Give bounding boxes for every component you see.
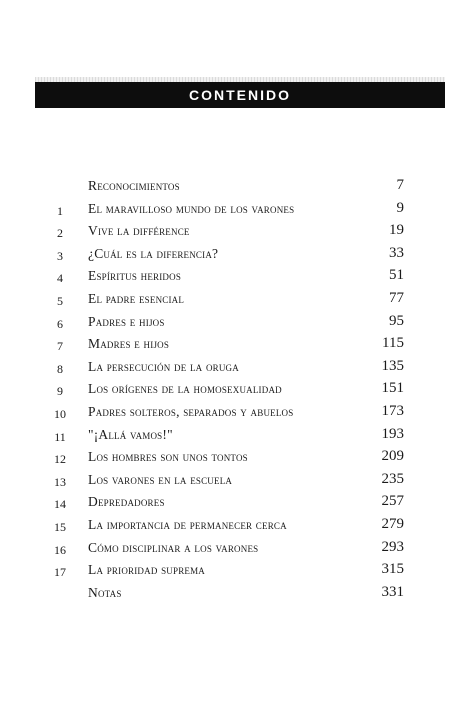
toc-row[interactable] xyxy=(0,199,464,222)
toc-row[interactable] xyxy=(0,470,464,493)
page-number: 235 xyxy=(381,470,404,487)
chapter-title: Cómo disciplinar a los varones xyxy=(88,539,259,555)
chapter-title: La importancia de permanecer cerca xyxy=(88,516,287,532)
chapter-title: Los varones en la escuela xyxy=(88,471,233,487)
toc-row[interactable] xyxy=(0,447,464,470)
chapter-number: 5 xyxy=(57,293,63,308)
toc-row[interactable] xyxy=(0,538,464,561)
chapter-number: 6 xyxy=(57,316,63,331)
toc-row[interactable] xyxy=(0,176,464,199)
chapter-title: Los orígenes de la homosexualidad xyxy=(88,381,282,397)
chapter-number: 3 xyxy=(57,248,63,263)
page-number: 293 xyxy=(381,538,404,555)
toc-row[interactable] xyxy=(0,515,464,538)
toc-row[interactable] xyxy=(0,312,464,335)
chapter-title: Padres e hijos xyxy=(88,313,165,329)
chapter-number: 12 xyxy=(54,452,66,467)
chapter-number: 17 xyxy=(54,565,66,580)
toc-row[interactable] xyxy=(0,425,464,448)
chapter-title: Notas xyxy=(88,584,122,600)
chapter-title: El padre esencial xyxy=(88,290,185,306)
chapter-number: 2 xyxy=(57,226,63,241)
page-number: 193 xyxy=(381,425,404,442)
chapter-title: Espíritus heridos xyxy=(88,268,182,284)
chapter-title: El maravilloso mundo de los varones xyxy=(88,200,295,216)
chapter-number: 1 xyxy=(57,203,63,218)
page-number: 9 xyxy=(396,199,404,216)
page-number: 115 xyxy=(382,335,404,352)
chapter-title: Los hombres son unos tontos xyxy=(88,449,248,465)
page-number: 173 xyxy=(381,402,404,419)
chapter-title: Vive la différence xyxy=(88,223,190,239)
toc-row[interactable] xyxy=(0,244,464,267)
page-number: 77 xyxy=(389,289,404,306)
chapter-title: La persecución de la oruga xyxy=(88,358,239,374)
chapter-title: Madres e hijos xyxy=(88,336,170,352)
toc-row[interactable] xyxy=(0,266,464,289)
page-number: 95 xyxy=(389,312,404,329)
chapter-title: ¿Cuál es la diferencia? xyxy=(88,245,219,261)
chapter-number: 7 xyxy=(57,339,63,354)
toc-row[interactable] xyxy=(0,379,464,402)
toc-row[interactable] xyxy=(0,289,464,312)
chapter-title: Padres solteros, separados y abuelos xyxy=(88,403,294,419)
toc-row[interactable] xyxy=(0,560,464,583)
toc-row[interactable] xyxy=(0,334,464,357)
chapter-number: 15 xyxy=(54,519,66,534)
page-number: 7 xyxy=(396,177,404,193)
chapter-title: La prioridad suprema xyxy=(88,562,206,578)
toc-row[interactable] xyxy=(0,221,464,244)
page-number: 19 xyxy=(389,222,404,239)
page-number: 33 xyxy=(389,244,404,261)
chapter-number: 4 xyxy=(57,271,63,286)
chapter-number: 8 xyxy=(57,361,63,376)
toc-row[interactable] xyxy=(0,583,464,606)
toc-row[interactable] xyxy=(0,492,464,515)
page-number: 151 xyxy=(381,380,404,397)
table-of-contents xyxy=(0,176,464,605)
page-number: 51 xyxy=(389,267,404,284)
contents-banner xyxy=(35,82,445,108)
chapter-number: 16 xyxy=(54,542,66,557)
page-number: 257 xyxy=(381,493,404,510)
page-number: 209 xyxy=(381,448,404,465)
chapter-number: 9 xyxy=(57,384,63,399)
page-number: 279 xyxy=(381,515,404,532)
chapter-title: Reconocimientos xyxy=(88,178,180,193)
toc-row[interactable] xyxy=(0,402,464,425)
chapter-number: 10 xyxy=(54,406,66,421)
page-number: 331 xyxy=(381,583,404,600)
page-number: 315 xyxy=(381,561,404,578)
toc-row[interactable] xyxy=(0,357,464,380)
chapter-title: "¡Allá vamos!" xyxy=(88,426,173,442)
chapter-title: Depredadores xyxy=(88,494,165,510)
chapter-number: 14 xyxy=(54,497,66,512)
page-number: 135 xyxy=(381,357,404,374)
page-title: CONTENIDO xyxy=(189,87,291,103)
chapter-number: 13 xyxy=(54,474,66,489)
chapter-number: 11 xyxy=(54,429,66,444)
